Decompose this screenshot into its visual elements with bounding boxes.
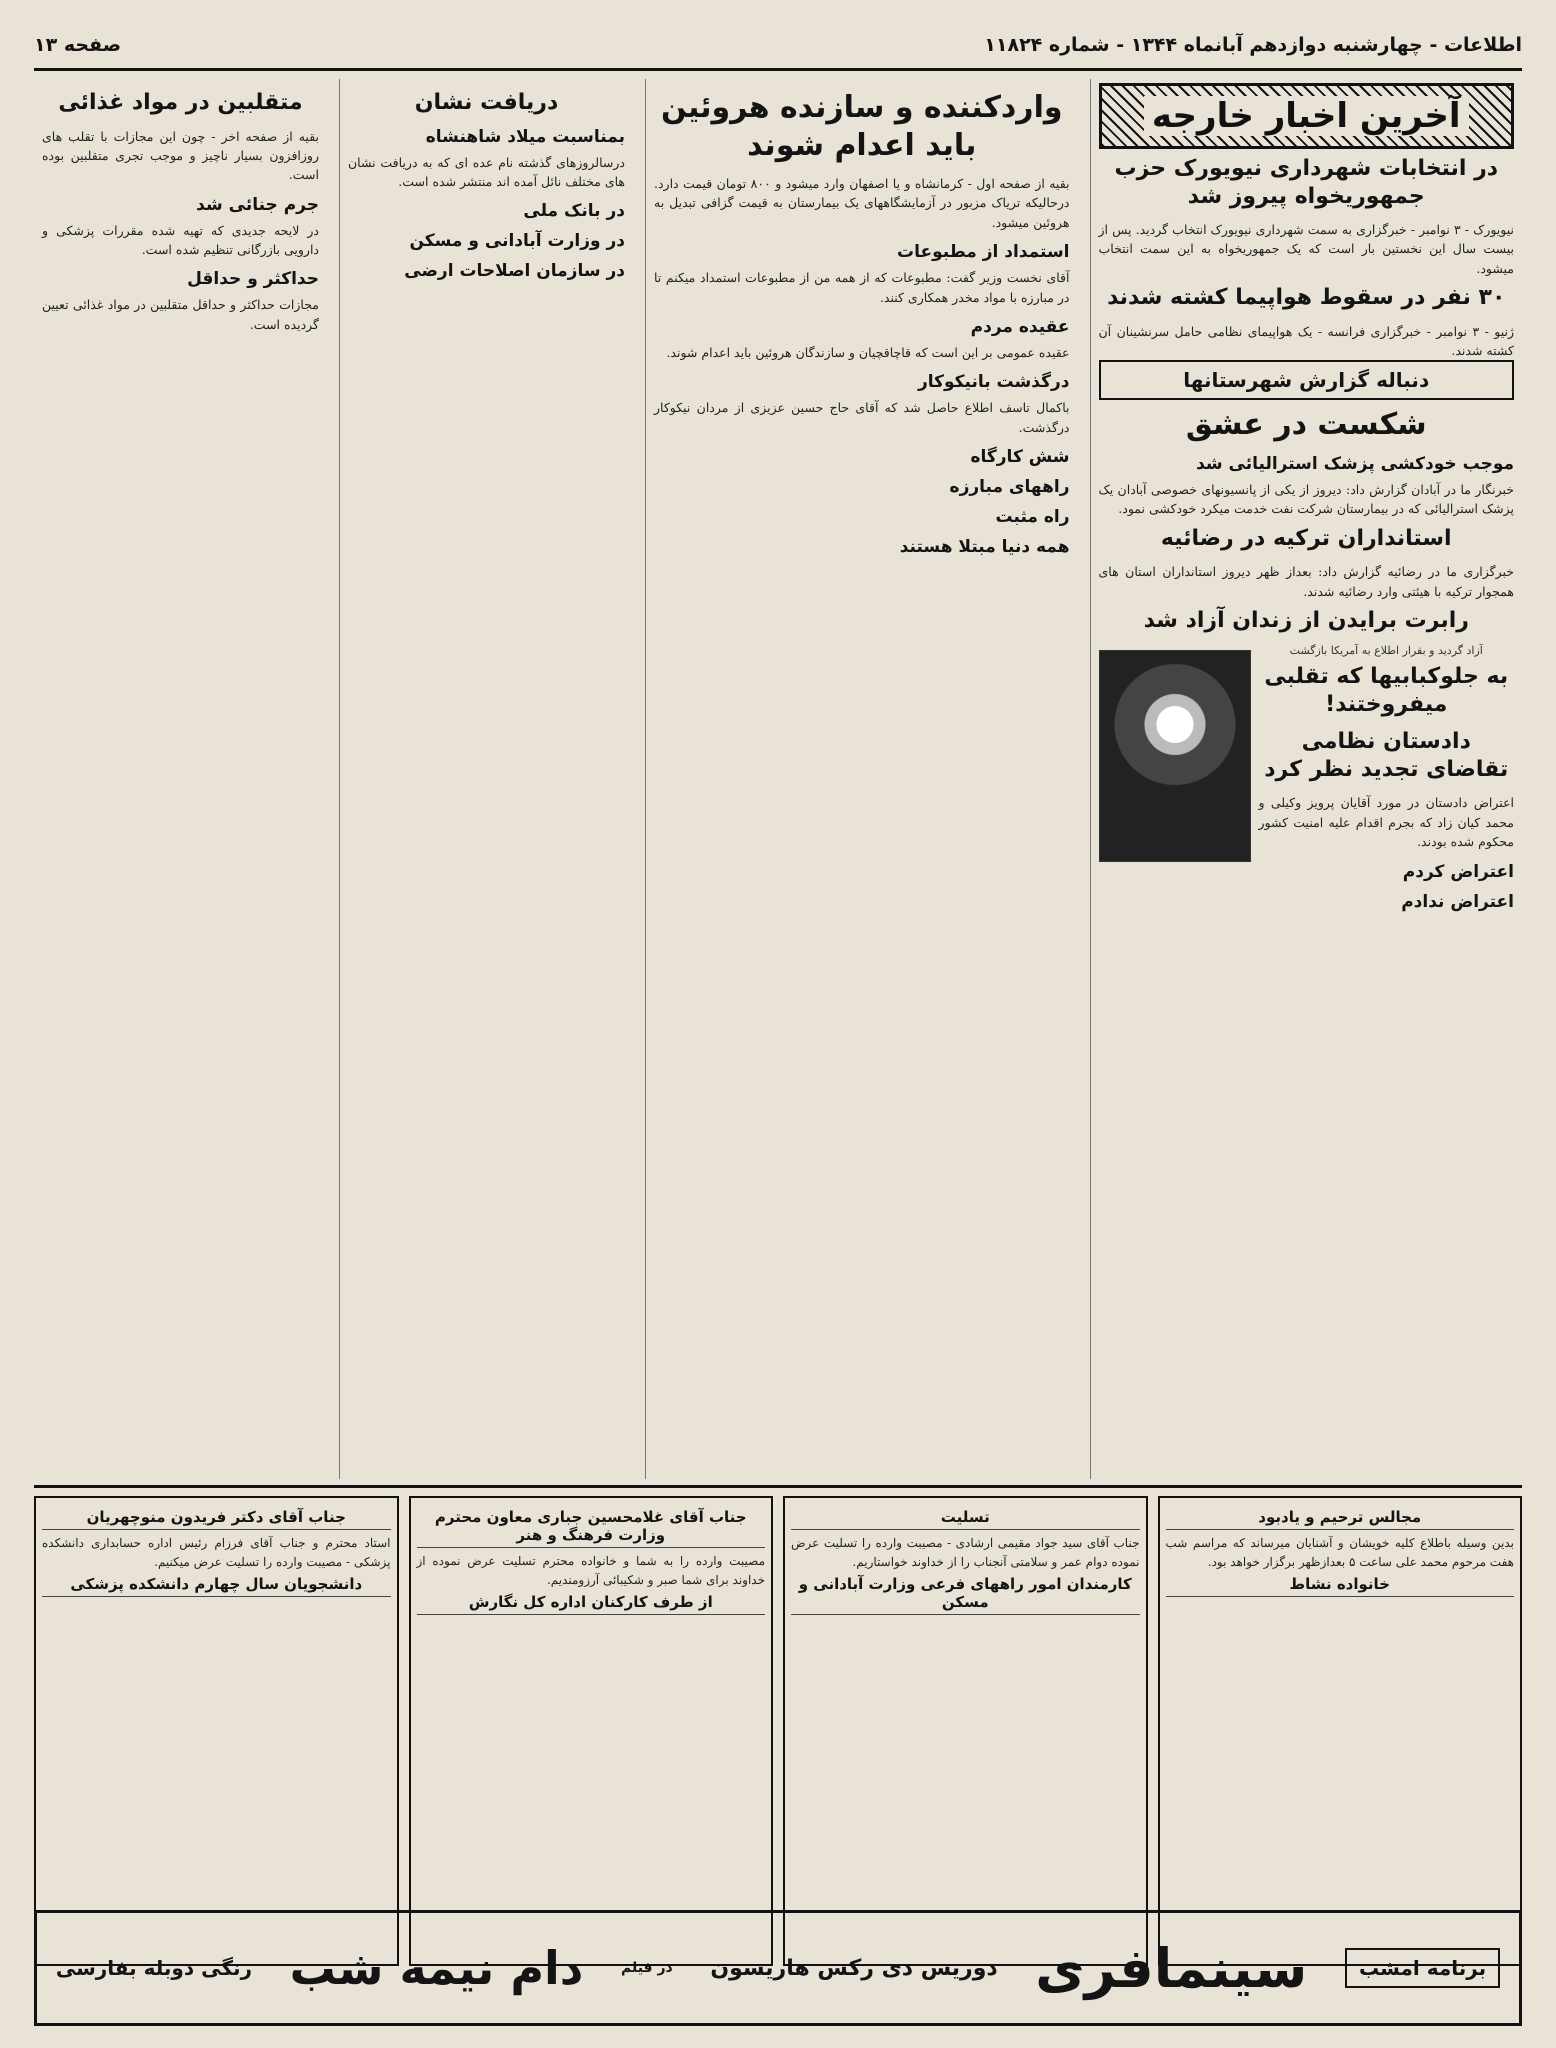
food-fraud-text-1: بقیه از صفحه اخر - چون این مجازات با تقلب های روزافزون بسیار ناچیز و موجب تجری متقلبین بوده است.	[42, 128, 319, 183]
jabbari-notice	[409, 1496, 774, 1966]
whole-world-subhead: همه دنیا مبتلا هستند	[899, 537, 1070, 557]
memorial-notice	[1158, 1496, 1523, 1966]
food-fraud-text-3: مجازات حداکثر و حداقل متقلبین در مواد غذائی تعیین گردیده است.	[42, 297, 319, 332]
no-protest-subhead: اعتراض ندادم	[1401, 891, 1514, 912]
military-prosecutor-headline: دادستان نظامی تقاضای تجدید نظر کرد	[1264, 729, 1509, 782]
criminal-offense-subhead: جرم جنائی شد	[196, 194, 319, 215]
plane-crash-text: ژنیو - ۳ نوامبر - خبرگزاری فرانسه - یک هواپیمای نظامی حامل سرنشینان آن کشته شدند.	[1098, 323, 1514, 358]
foreign-news-column	[1090, 79, 1523, 1479]
condolence-notice	[783, 1496, 1148, 1966]
heroin-article-column	[645, 79, 1078, 1479]
max-min-subhead: حداکثر و حداقل	[187, 269, 319, 290]
manouchehrian-signature: دانشجویان سال چهارم دانشکده پزشکی	[42, 1575, 391, 1597]
cinema-name: سینمافری	[1035, 1936, 1308, 2000]
tonight-program-label: برنامه امشب	[1345, 1948, 1500, 1988]
awards-land-reform: در سازمان اصلاحات ارضی	[404, 261, 625, 282]
cinema-advertisement	[34, 1910, 1522, 2026]
ways-to-fight-subhead: راههای مبارزه	[949, 477, 1070, 497]
condolence-text: جناب آقای سید جواد مقیمی ارشادی - مصیبت وارده را تسلیت عرض نموده دوام عمر و سلامتی آنجناب را از خداوند خواستاریم.	[791, 1536, 1140, 1569]
kebab-fraud-headline: به جلوکبابیها که تقلبی میفروختند!	[1264, 664, 1509, 717]
press-appeal-subhead: استمداد از مطبوعات	[897, 242, 1070, 263]
awards-column	[339, 79, 633, 1479]
heroin-text-2: آقای نخست وزیر گفت: مطبوعات که از همه من از مطبوعات استمداد میکنم تا در مبارزه با مواد مخدر همکاری کنند.	[654, 270, 1070, 305]
food-fraud-text-2: در لایحه جدیدی که تهیه شده مقررات پزشکی و دارویی بازرگانی تنظیم شده است.	[42, 222, 319, 257]
food-fraud-column	[34, 79, 327, 1479]
awards-bank-melli: در بانک ملی	[523, 201, 625, 222]
film-format-note: رنگی دوبله بفارسی	[55, 1956, 252, 1980]
foreign-news-banner: آخرین اخبار خارجه	[1099, 83, 1515, 149]
memorial-signature: خانواده نشاط	[1166, 1575, 1515, 1597]
heroin-headline: واردکننده و سازنده هروئین باید اعدام شوند	[660, 90, 1063, 163]
nyc-election-headline: در انتخابات شهرداری نیویورک حزب جمهوریخواه پیروز شد	[1114, 156, 1499, 209]
memorial-title: مجالس ترحیم و یادبود	[1166, 1508, 1515, 1530]
love-failure-subhead: موجب خودکشی پزشک استرالیائی شد	[1196, 453, 1514, 474]
manouchehrian-text: استاد محترم و جناب آقای فرزام رئیس اداره حسابداری دانشکده پزشکی - مصیبت وارده را تسلیت عرض میکنیم.	[42, 1536, 391, 1569]
memorial-text: بدین وسیله باطلاع کلیه خویشان و آشنایان میرساند که مراسم شب هفت مرحوم محمد علی ساعت ۵ بعدازظهر برگزار خواهد بود.	[1165, 1536, 1514, 1569]
plane-crash-headline: ۳۰ نفر در سقوط هواپیما کشته شدند	[1107, 285, 1506, 311]
condolence-title: تسلیت	[791, 1508, 1140, 1530]
positive-way-subhead: راه مثبت	[995, 507, 1070, 527]
jabbari-signature: از طرف کارکنان اداره کل نگارش	[417, 1593, 766, 1615]
heroin-text-1: بقیه از صفحه اول - کرمانشاه و یا اصفهان وارد میشود و ۸۰۰ تومان قیمت دارد. درحالیکه تریاک مزبور در آزمایشگاههای یک بیمارستان به قیمت گزافی تبدیل به هروئین میشود.	[654, 176, 1070, 230]
provinces-report-banner: دنباله گزارش شهرستانها	[1099, 360, 1515, 400]
jabbari-title: جناب آقای غلامحسین جباری معاون محترم وزارت فرهنگ و هنر	[417, 1508, 766, 1548]
notices-section	[34, 1485, 1522, 1966]
in-film-label: در فیلم	[621, 1960, 673, 1976]
six-workshops-subhead: شش کارگاه	[970, 447, 1070, 467]
condolence-signature: کارمندان امور راههای فرعی وزارت آبادانی و مسکن	[791, 1575, 1140, 1615]
article-grid	[34, 79, 1522, 1479]
jabbari-text: مصیبت وارده را به شما و خانواده محترم تسلیت عرض نموده از خداوند برای شما صبر و شکیبائی آرزومندیم.	[416, 1554, 765, 1587]
turkey-governors-headline: استانداران ترکیه در رضائیه	[1160, 525, 1452, 551]
heroin-text-4: باکمال تاسف اطلاع حاصل شد که آقای حاج حسین عزیزی از مردان نیکوکار درگذشت.	[654, 400, 1070, 435]
page-number: صفحه ۱۳	[34, 34, 122, 56]
masthead-issue: اطلاعات - چهارشنبه دوازدهم آبانماه ۱۳۴۴ - شماره ۱۱۸۲۴	[984, 34, 1522, 56]
military-prosecutor-text: اعتراض دادستان در مورد آقایان پرویز وکیلی و محمد کیان زاد که بجرم اقدام علیه امنیت کشور محکوم شده بودند.	[1258, 795, 1514, 850]
manouchehrian-title: جناب آقای دکتر فریدون منوچهریان	[42, 1508, 391, 1530]
benefactor-death-subhead: درگذشت بانیکوکار	[917, 372, 1070, 393]
awards-housing-ministry: در وزارت آبادانی و مسکن	[409, 231, 625, 252]
masthead	[34, 28, 1522, 71]
awards-text: درسالروزهای گذشته نام عده ای که به دریافت نشان های مختلف نائل آمده اند منتشر شده است.	[348, 154, 625, 189]
public-opinion-subhead: عقیده مردم	[970, 316, 1070, 337]
love-failure-text: خبرنگار ما در آبادان گزارش داد: دیروز از یکی از پانسیونهای خصوصی آبادان یک پزشک استرالیائی که در بیمارستان شرکت نفت خدمت میکرد خودکشی نمود.	[1098, 481, 1514, 517]
film-stars: دوریس دی رکس هاریسون	[710, 1955, 998, 1981]
turkey-governors-text: خبرگزاری ما در رضائیه گزارش داد: بعداز ظهر دیروز استانداران استان های همجوار ترکیه با هیئتی وارد رضائیه شدند.	[1098, 564, 1514, 599]
protest-subhead: اعتراض کردم	[1402, 861, 1514, 882]
bryden-release-headline: رابرت برایدن از زندان آزاد شد	[1143, 607, 1469, 633]
nyc-election-text: نیویورک - ۳ نوامبر - خبرگزاری به سمت شهرداری نیویورک انتخاب گردید. پس از بیست سال این نخستین بار است که یک جمهوریخواه به این سمت انتخاب میشود.	[1098, 222, 1514, 276]
manouchehrian-notice	[34, 1496, 399, 1966]
awards-headline: دریافت نشان	[414, 90, 559, 115]
heroin-text-3: عقیده عمومی بر این است که قاچاقچیان و سازندگان هروئین باید اعدام شوند.	[666, 344, 1070, 360]
bryden-photo	[1099, 650, 1251, 862]
food-fraud-headline: متقلبین در مواد غذائی	[58, 90, 303, 115]
love-failure-headline: شکست در عشق	[1185, 407, 1427, 443]
awards-subhead: بمناسبت میلاد شاهنشاه	[425, 126, 625, 147]
bryden-photo-caption: آزاد گردید و بقرار اطلاع به آمریکا بازگشت	[1289, 644, 1483, 658]
film-title: دام نیمه شب	[289, 1941, 584, 1995]
